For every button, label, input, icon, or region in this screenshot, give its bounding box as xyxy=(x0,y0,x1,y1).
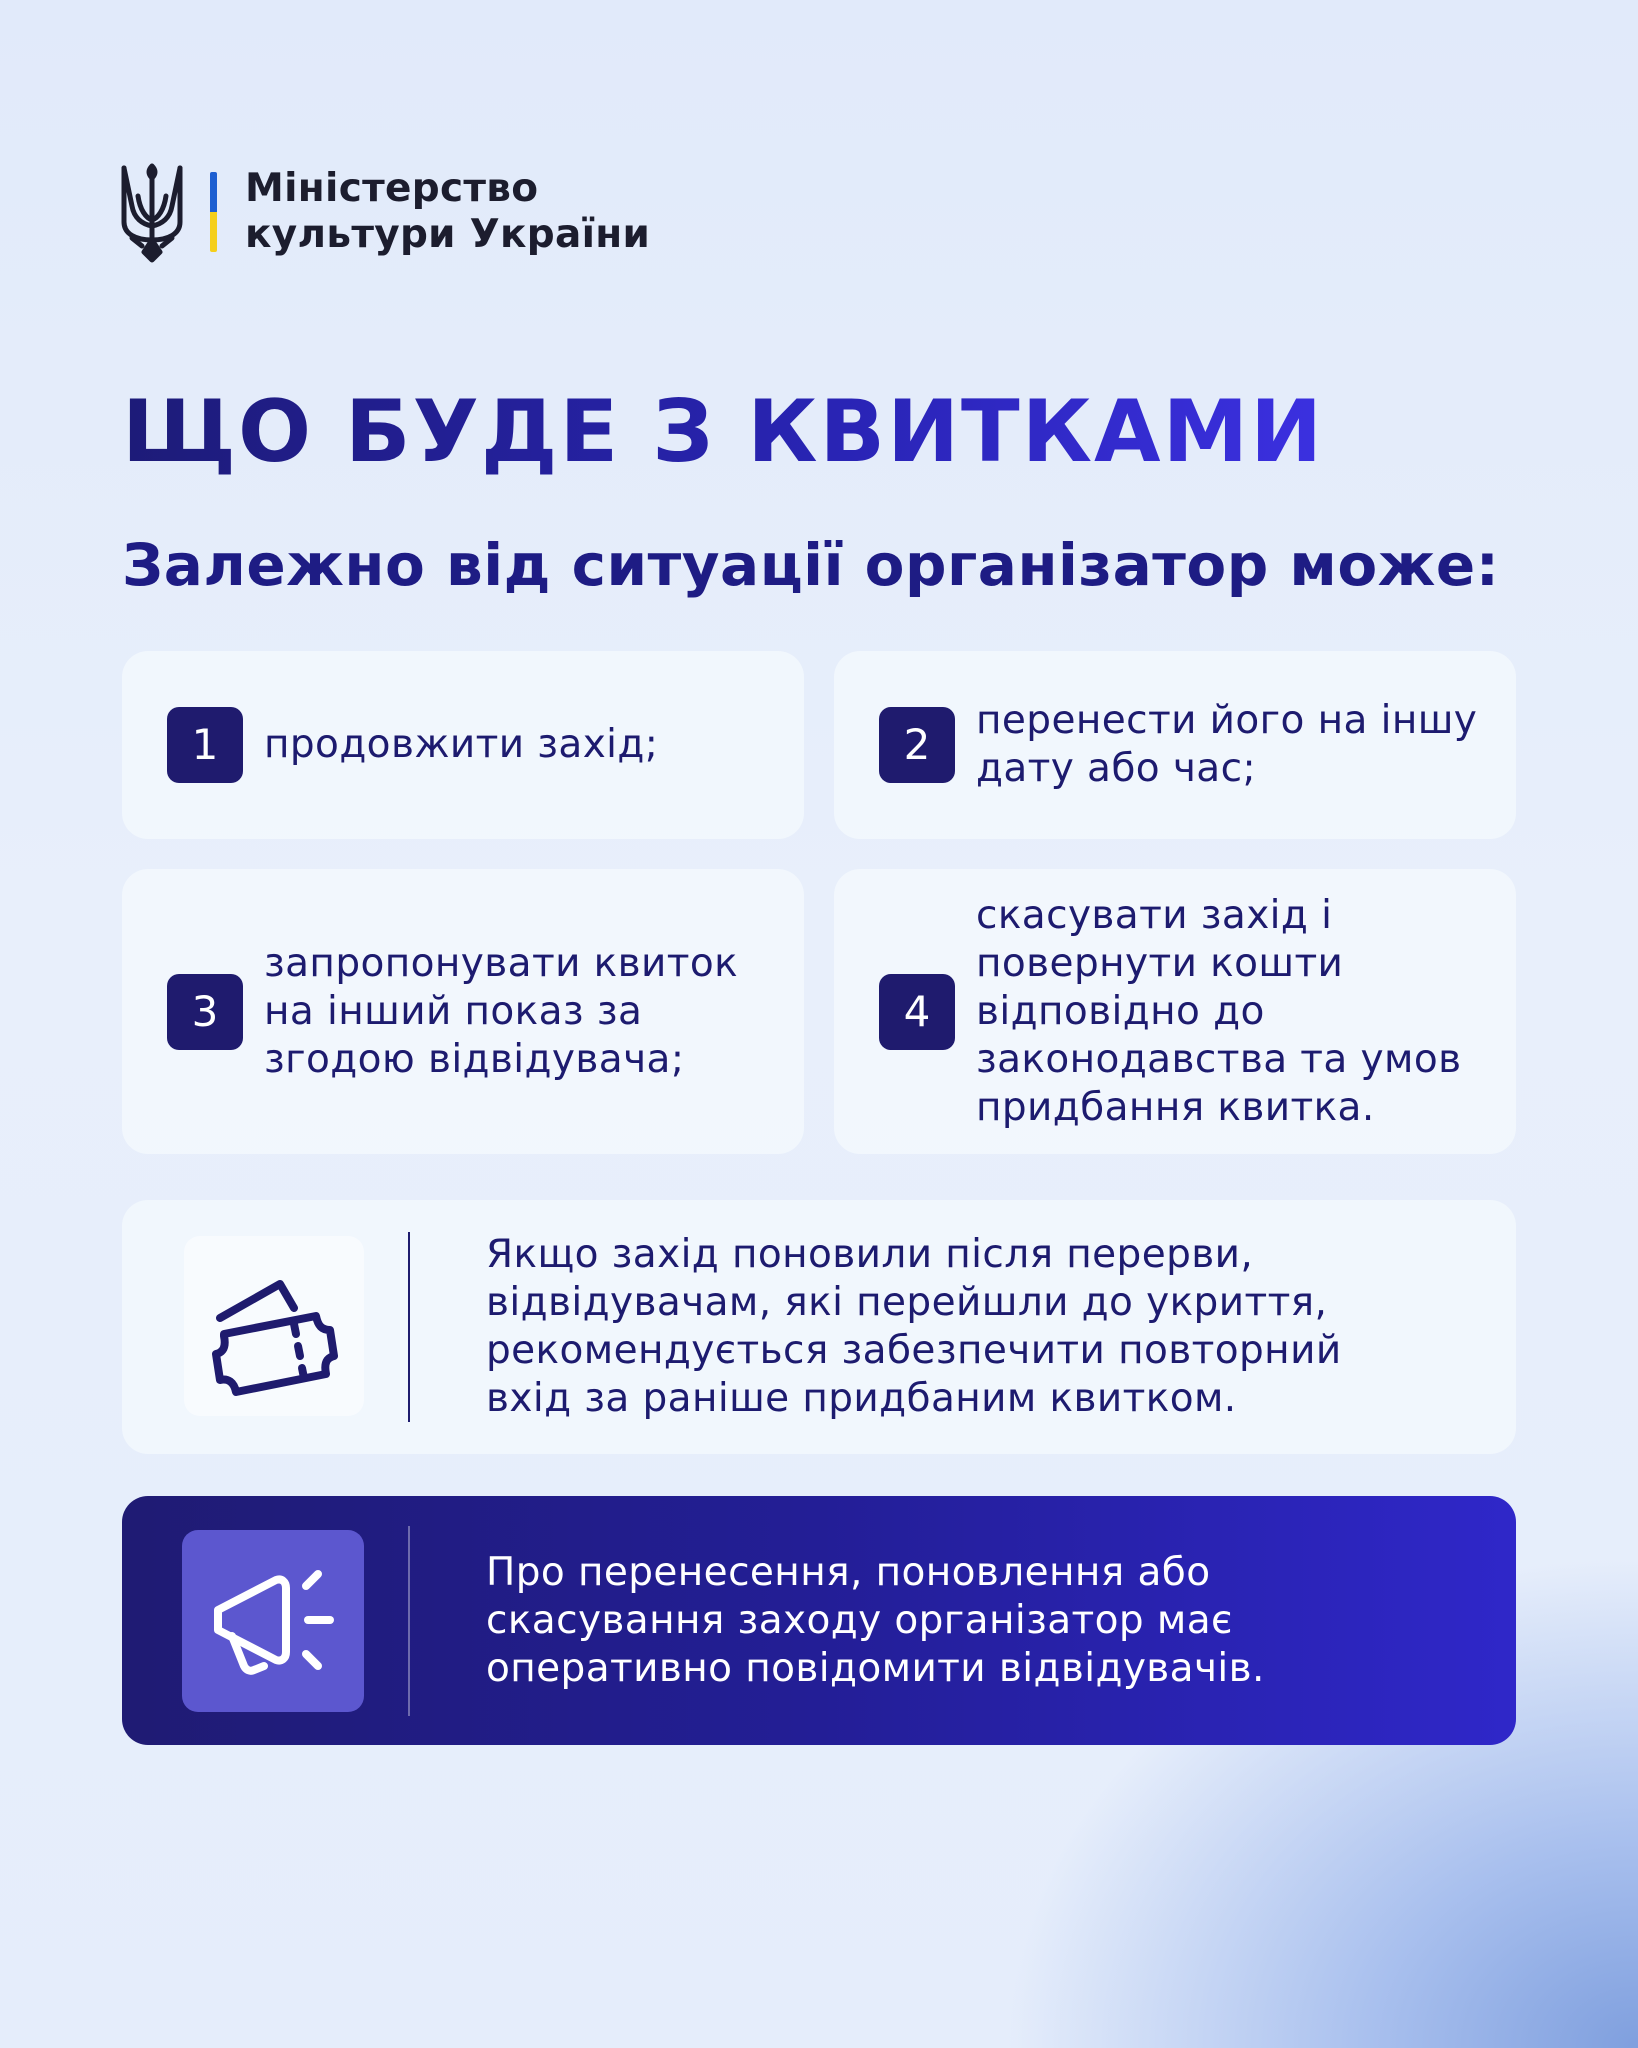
ministry-name-line2: культури України xyxy=(245,212,651,257)
ministry-name xyxy=(245,166,650,258)
option-card-2 xyxy=(834,651,1516,839)
notice-divider xyxy=(408,1526,410,1716)
option-text: перенести його на іншу дату або час; xyxy=(976,698,1478,791)
number-badge: 4 xyxy=(879,974,955,1050)
number-badge: 2 xyxy=(879,707,955,783)
subtitle: Залежно від ситуації організатор може: xyxy=(122,531,1500,599)
option-card-4 xyxy=(834,869,1516,1154)
option-text: скасувати захід і повернути кошти відповідно до законодавства та умов придбання квитка. xyxy=(976,892,1462,1130)
trident-icon xyxy=(118,160,186,264)
option-card-3 xyxy=(122,869,804,1154)
number-badge: 3 xyxy=(167,974,243,1050)
notice-text: Про перенесення, поновлення або скасування заходу організатор має оперативно повідомити відвідувачів. xyxy=(486,1549,1265,1691)
info-text: Якщо захід поновили після перерви, відвідувачам, які перейшли до укриття, рекомендується забезпечити повторний вхід за раніше придбаним квитком. xyxy=(486,1232,1342,1421)
ticket-icon-box xyxy=(184,1236,364,1416)
notice-card xyxy=(122,1496,1516,1745)
info-divider xyxy=(408,1232,410,1422)
option-card-1 xyxy=(122,651,804,839)
ministry-name-line1: Міністерство xyxy=(245,166,539,211)
megaphone-icon-box xyxy=(182,1530,364,1712)
flag-divider xyxy=(210,172,217,252)
option-text: продовжити захід; xyxy=(264,722,659,767)
ministry-logo xyxy=(118,160,650,264)
number-badge: 1 xyxy=(167,707,243,783)
ticket-icon xyxy=(210,1254,338,1398)
option-text: запропонувати квиток на інший показ за згодою відвідувача; xyxy=(264,940,739,1082)
page-title: ЩО БУДЕ З КВИТКАМИ xyxy=(122,382,1325,482)
megaphone-icon xyxy=(212,1566,336,1676)
info-card xyxy=(122,1200,1516,1454)
